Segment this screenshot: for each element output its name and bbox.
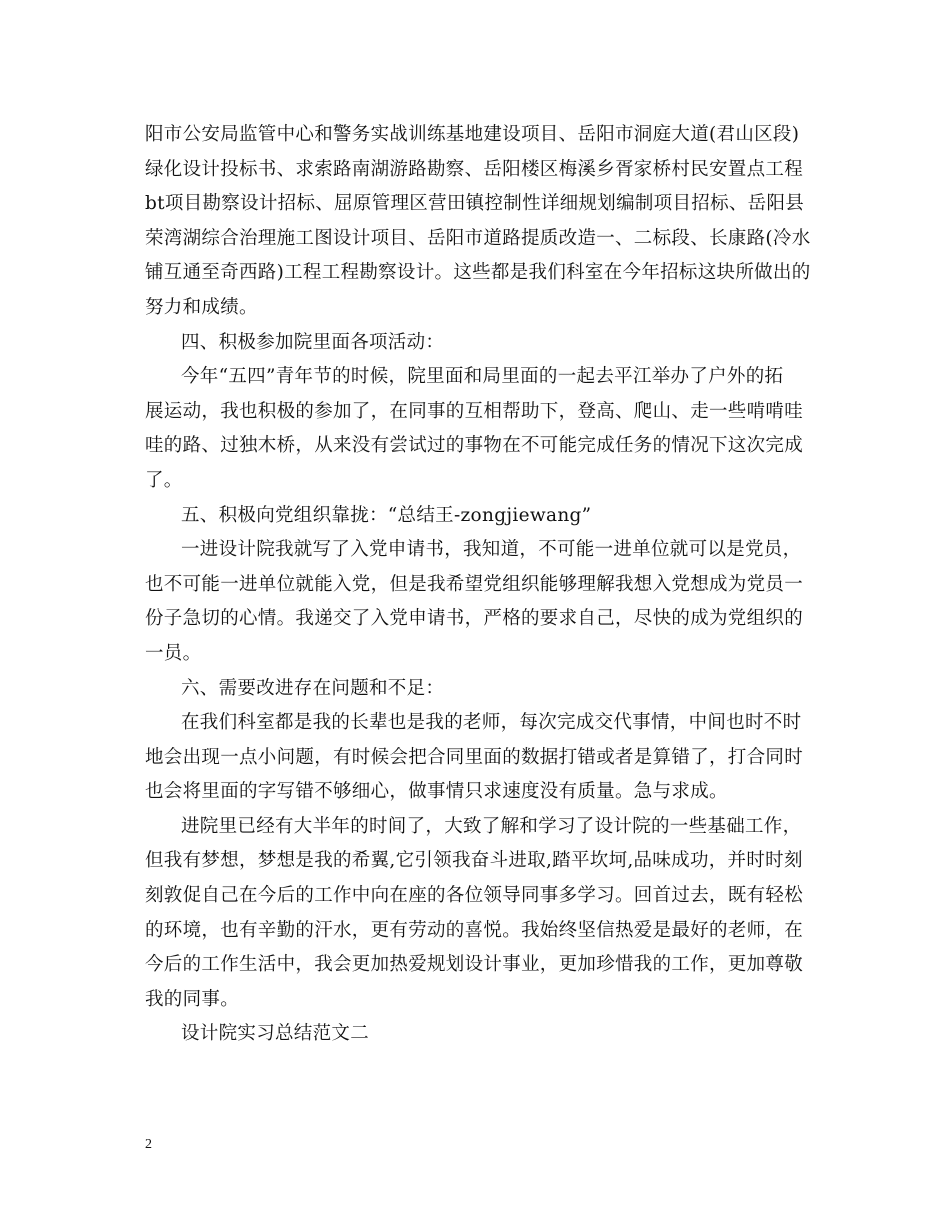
- text-line: 今后的工作生活中，我会更加热爱规划设计事业，更加珍惜我的工作，更加尊敬: [145, 954, 804, 976]
- text-line: 一员。: [145, 642, 202, 664]
- text-line: 地会出现一点小问题，有时候会把合同里面的数据打错或者是算错了，打合同时: [145, 746, 804, 768]
- text-line: 也会将里面的字写错不够细心，做事情只求速度没有质量。急与求成。: [145, 781, 728, 803]
- text-line: 了。: [145, 469, 183, 491]
- text-line: 铺互通至奇西路)工程工程勘察设计。这些都是我们科室在今年招标这块所做出的: [145, 262, 811, 284]
- text-line: 份子急切的心情。我递交了入党申请书，严格的要求自己，尽快的成为党组织的: [145, 608, 804, 630]
- text-line: 我的同事。: [145, 988, 240, 1010]
- text-line: 的环境，也有辛勤的汗水，更有劳动的喜悦。我始终坚信热爱是最好的老师，在: [145, 919, 804, 941]
- text-line: 进院里已经有大半年的时间了，大致了解和学习了设计院的一些基础工作，: [181, 815, 802, 837]
- text-line: 荣湾湖综合治理施工图设计项目、岳阳市道路提质改造一、二标段、长康路(冷水: [145, 227, 811, 249]
- text-line: 绿化设计投标书、求索路南湖游路勘察、岳阳楼区梅溪乡胥家桥村民安置点工程: [145, 158, 804, 180]
- text-line: 刻敦促自己在今后的工作中向在座的各位领导同事多学习。回首过去，既有轻松: [145, 885, 804, 907]
- section-heading: 设计院实习总结范文二: [181, 1023, 370, 1045]
- text-line: bt项目勘察设计招标、屈原管理区营田镇控制性详细规划编制项目招标、岳阳县: [145, 193, 805, 215]
- text-line: 展运动，我也积极的参加了，在同事的互相帮助下，登高、爬山、走一些啃啃哇: [145, 400, 804, 422]
- section-heading: 四、积极参加院里面各项活动：: [181, 331, 445, 353]
- text-line: 努力和成绩。: [145, 296, 258, 318]
- section-heading: 五、积极向党组织靠拢：“总结王-zongjiewang”: [181, 504, 592, 526]
- text-line: 哇的路、过独木桥，从来没有尝试过的事物在不可能完成任务的情况下这次完成: [145, 435, 804, 457]
- text-line: 今年“五四”青年节的时候，院里面和局里面的一起去平江举办了户外的拓: [181, 366, 784, 388]
- section-heading: 六、需要改进存在问题和不足：: [181, 677, 445, 699]
- text-line: 阳市公安局监管中心和警务实战训练基地建设项目、岳阳市洞庭大道(君山区段): [145, 124, 800, 145]
- text-line: 在我们科室都是我的长辈也是我的老师，每次完成交代事情，中间也时不时: [181, 712, 802, 734]
- text-line: 但我有梦想，梦想是我的希翼,它引领我奋斗进取,踏平坎坷,品味成功，并时时刻: [145, 850, 803, 872]
- text-line: 也不可能一进单位就能入党，但是我希望党组织能够理解我想入党想成为党员一: [145, 573, 804, 595]
- text-line: 一进设计院我就写了入党申请书，我知道，不可能一进单位就可以是党员，: [181, 539, 802, 561]
- document-body: [145, 118, 815, 1052]
- page-number: 2: [145, 1137, 152, 1152]
